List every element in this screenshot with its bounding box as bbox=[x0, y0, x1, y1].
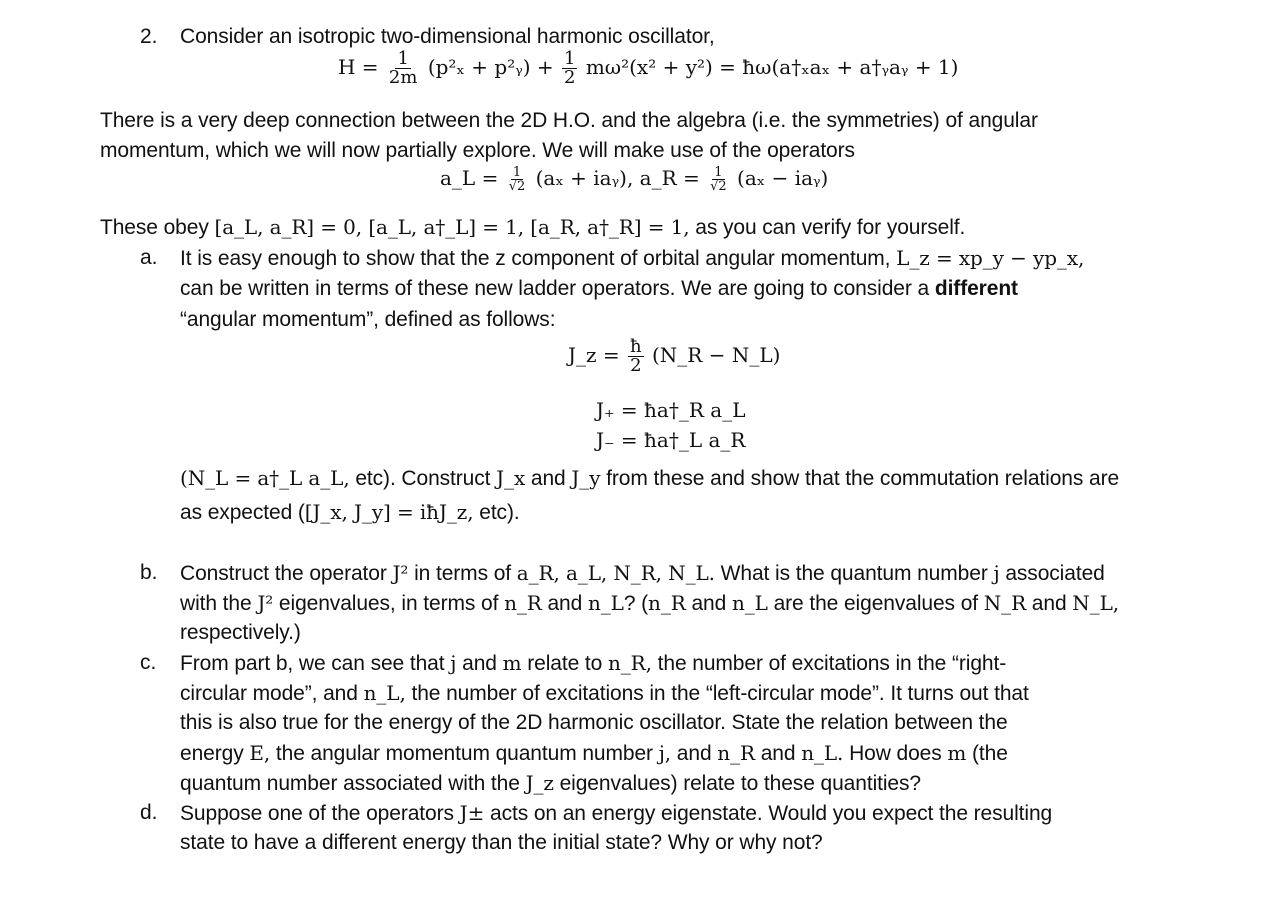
part-a-line2-bold: different bbox=[934, 277, 1018, 300]
aR-rhs: (aₓ − iaᵧ) bbox=[737, 166, 829, 190]
part-c-nr: n_R bbox=[717, 741, 755, 765]
part-a-jx: J_x bbox=[496, 466, 526, 490]
commutators-math: [a_L, a_R] = 0, [a_L, a†_L] = 1, [a_R, a†_R] = 1, bbox=[214, 215, 690, 239]
hamiltonian-kinetic-fraction bbox=[387, 50, 420, 87]
part-b-text: associated bbox=[1005, 562, 1105, 585]
part-a-line5 bbox=[180, 497, 520, 528]
part-b-nr: n_R bbox=[648, 591, 686, 615]
part-c-text: and bbox=[676, 742, 712, 765]
fraction-denominator: 2 bbox=[564, 67, 576, 88]
part-b-line1 bbox=[180, 558, 1105, 589]
part-a-line4-text1: etc). Construct bbox=[355, 467, 491, 490]
part-a-line4 bbox=[180, 463, 1119, 494]
part-c-text: the number of excitations in the “left-circular mode”. It turns out that bbox=[411, 682, 1029, 705]
part-a-lz: L_z = xp_y − yp_x, bbox=[896, 246, 1085, 270]
part-b-NL: N_L, bbox=[1072, 591, 1120, 615]
part-b-text: What is the quantum number bbox=[720, 562, 988, 585]
part-a-label: a. bbox=[140, 246, 158, 269]
aL-fraction bbox=[507, 166, 528, 193]
part-a-line2-text: can be written in terms of these new ladder operators. We are going to consider a bbox=[180, 277, 930, 300]
part-c-text: (the bbox=[972, 742, 1008, 765]
part-a-nl-def: (N_L = a†_L a_L, bbox=[180, 466, 350, 490]
para1-line1: There is a very deep connection between the 2D H.O. and the algebra (i.e. the symmetries) of angular bbox=[100, 109, 1038, 132]
part-b-ops: a_R, a_L, N_R, N_L. bbox=[516, 561, 715, 585]
jminus-equation: J₋ = ħa†_L a_R bbox=[596, 428, 746, 452]
part-c-j: j bbox=[450, 651, 457, 675]
hamiltonian-lhs: H = bbox=[338, 55, 379, 79]
part-b-NR: N_R bbox=[983, 591, 1027, 615]
part-d-label: d. bbox=[140, 801, 158, 824]
fraction-denominator: 2m bbox=[388, 67, 418, 88]
part-d-jpm: J± bbox=[459, 801, 485, 825]
part-a-line4-text2: from these and show that the commutation relations are bbox=[606, 467, 1120, 490]
part-c-text: circular mode”, and bbox=[180, 682, 358, 705]
part-c-nl: n_L, bbox=[363, 681, 406, 705]
para1-line2: momentum, which we will now partially explore. We will make use of the operators bbox=[100, 139, 855, 162]
part-a-line2 bbox=[180, 274, 1018, 304]
part-d-text: acts on an energy eigenstate. Would you expect the resulting bbox=[489, 802, 1053, 825]
part-c-m: m bbox=[502, 651, 522, 675]
part-b-j: j bbox=[993, 561, 1000, 585]
jz-rhs: (N_R − N_L) bbox=[651, 343, 781, 367]
part-c-text: and bbox=[760, 742, 796, 765]
part-c-text: energy bbox=[180, 742, 244, 765]
jplus-equation: J₊ = ħa†_R a_L bbox=[596, 398, 746, 422]
commutators-line bbox=[100, 212, 965, 243]
hamiltonian-momentum-term: (p²ₓ + p²ᵧ) + bbox=[427, 55, 554, 79]
part-b-nr: n_R bbox=[504, 591, 542, 615]
part-b-text: eigenvalues, in terms of bbox=[278, 592, 499, 615]
part-c-line1 bbox=[180, 648, 1006, 679]
part-a-line5-text: as expected ( bbox=[180, 501, 305, 524]
part-a-line4-and: and bbox=[530, 467, 566, 490]
part-c-text: From part b, we can see that bbox=[180, 652, 445, 675]
part-a-line3: “angular momentum”, defined as follows: bbox=[180, 308, 556, 331]
part-b-text: Construct the operator bbox=[180, 562, 387, 585]
part-a-commutation: [J_x, J_y] = iħJ_z, bbox=[304, 500, 474, 524]
part-b-line2 bbox=[180, 588, 1119, 619]
fraction-numerator: 1 bbox=[512, 165, 522, 180]
part-b-text: ? ( bbox=[623, 592, 649, 615]
hamiltonian-equation bbox=[338, 50, 958, 87]
fraction-denominator: 2 bbox=[630, 355, 642, 376]
part-c-line3: this is also true for the energy of the 2D harmonic oscillator. State the relation between the bbox=[180, 711, 1008, 734]
part-c-nl: n_L. bbox=[801, 741, 844, 765]
part-a-line1-text: It is easy enough to show that the z component of orbital angular momentum, bbox=[180, 247, 891, 270]
part-c-jz: J_z bbox=[525, 771, 554, 795]
jz-fraction bbox=[628, 338, 644, 375]
problem-intro: Consider an isotropic two-dimensional harmonic oscillator, bbox=[180, 25, 715, 48]
part-b-nl: n_L bbox=[731, 591, 768, 615]
part-d-line2: state to have a different energy than the initial state? Why or why not? bbox=[180, 831, 823, 854]
part-b-nl: n_L bbox=[587, 591, 624, 615]
aL-lhs: a_L = bbox=[440, 166, 499, 190]
part-b-text: and bbox=[547, 592, 583, 615]
part-a-line5-end: etc). bbox=[479, 501, 520, 524]
part-b-j2: J² bbox=[257, 591, 274, 615]
part-c-text: eigenvalues) relate to these quantities? bbox=[559, 772, 921, 795]
fraction-numerator: ħ bbox=[630, 336, 642, 357]
fraction-numerator: 1 bbox=[564, 48, 576, 69]
part-c-text: the angular momentum quantum number bbox=[275, 742, 653, 765]
part-a-jy: J_y bbox=[571, 466, 601, 490]
part-b-text: with the bbox=[180, 592, 252, 615]
part-c-line2 bbox=[180, 678, 1029, 709]
part-b-label: b. bbox=[140, 561, 158, 584]
part-c-nr: n_R, bbox=[607, 651, 652, 675]
part-b-j2: J² bbox=[392, 561, 409, 585]
part-b-line3: respectively.) bbox=[180, 621, 301, 644]
hamiltonian-potential-fraction bbox=[562, 50, 577, 87]
part-c-E: E, bbox=[249, 741, 271, 765]
part-d-text: Suppose one of the operators bbox=[180, 802, 454, 825]
fraction-denominator: √2 bbox=[508, 179, 526, 194]
hamiltonian-potential-term: mω²(x² + y²) = ħω(a†ₓaₓ + a†ᵧaᵧ + 1) bbox=[585, 55, 959, 79]
part-d-line1 bbox=[180, 798, 1052, 829]
part-a-line1 bbox=[180, 243, 1084, 274]
part-c-m: m bbox=[947, 741, 967, 765]
fraction-numerator: 1 bbox=[397, 48, 409, 69]
part-b-text: and bbox=[691, 592, 727, 615]
fraction-numerator: 1 bbox=[714, 165, 723, 180]
part-c-text: the number of excitations in the “right- bbox=[657, 652, 1007, 675]
part-c-text: How does bbox=[849, 742, 942, 765]
part-c-line5 bbox=[180, 768, 921, 799]
fraction-denominator: √2 bbox=[710, 179, 727, 194]
part-c-text: quantum number associated with the bbox=[180, 772, 520, 795]
part-b-text: in terms of bbox=[414, 562, 512, 585]
part-c-j: j, bbox=[658, 741, 672, 765]
part-c-line4 bbox=[180, 738, 1008, 769]
jz-lhs: J_z = bbox=[568, 343, 620, 367]
part-b-text: and bbox=[1031, 592, 1067, 615]
part-b-text: are the eigenvalues of bbox=[773, 592, 979, 615]
part-c-text: relate to bbox=[527, 652, 603, 675]
commutators-pre: These obey bbox=[100, 216, 209, 239]
jz-equation bbox=[568, 338, 780, 375]
problem-number: 2. bbox=[140, 25, 158, 48]
aL-rhs: (aₓ + iaᵧ), a_R = bbox=[535, 166, 700, 190]
commutators-post: as you can verify for yourself. bbox=[695, 216, 966, 239]
ladder-operator-equation bbox=[440, 166, 828, 193]
aR-fraction bbox=[708, 166, 729, 193]
part-c-text: and bbox=[462, 652, 497, 675]
part-c-label: c. bbox=[140, 651, 157, 674]
